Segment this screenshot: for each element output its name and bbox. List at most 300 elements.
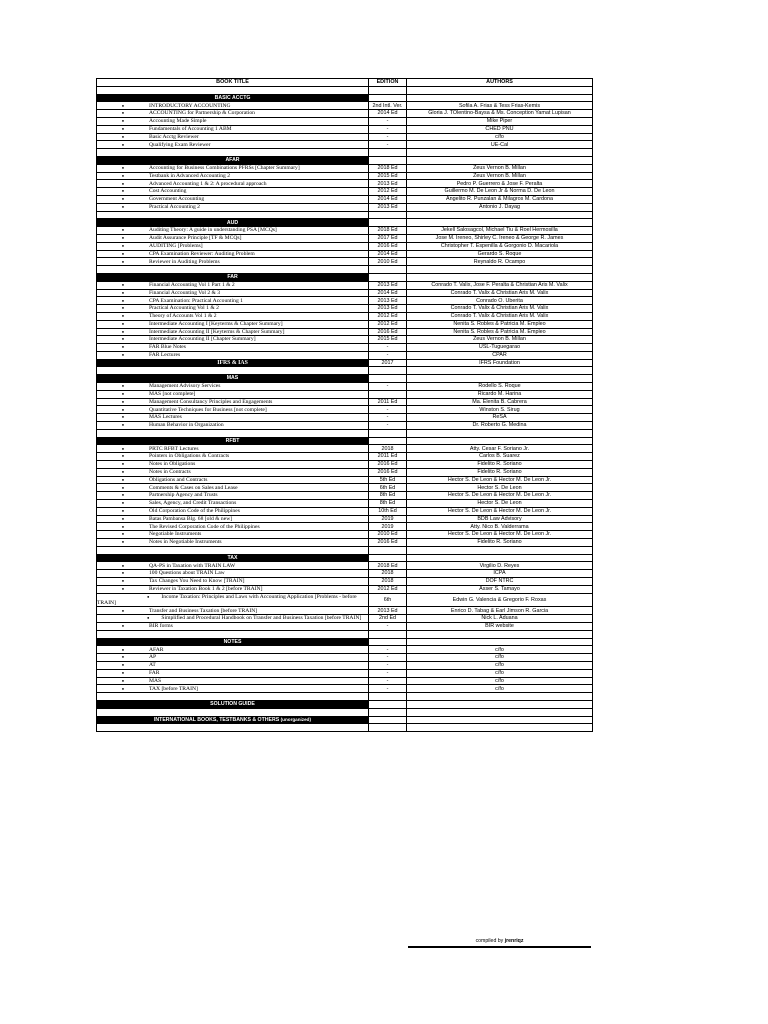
edition-cell: 2nd Ed (369, 615, 407, 623)
book-title-cell (97, 623, 369, 631)
book-row (97, 383, 593, 391)
edition-cell: 2014 Ed (369, 289, 407, 297)
empty-cell (407, 211, 593, 219)
edition-cell: 8th Ed (369, 492, 407, 500)
book-title: Government Accounting (149, 196, 205, 203)
empty-cell (97, 86, 369, 94)
empty-cell (407, 638, 593, 646)
spacer-row (97, 266, 593, 274)
authors-cell: Fidelito R. Soriano (407, 539, 593, 547)
book-title-cell (97, 328, 369, 336)
empty-cell (407, 266, 593, 274)
authors-cell: c/fo (407, 646, 593, 654)
book-title: Reviewer in Auditing Problems (149, 258, 220, 265)
book-title-cell (97, 305, 369, 313)
book-title: Testbank in Advanced Accounting 2 (149, 172, 231, 179)
authors-cell: Zeus Vernon B. Millan (407, 172, 593, 180)
book-title: MAS Lectures (149, 414, 182, 421)
spacer-row (97, 630, 593, 638)
authors-cell: Conrado T. Valix, Jose F. Peralta & Christian Aris M. Valix (407, 281, 593, 289)
book-row (97, 669, 593, 677)
book-title: Practical Accounting Vol 1 & 2 (149, 305, 219, 312)
book-title-cell (97, 320, 369, 328)
book-title: Audit Assurance Principle [TF & MCQs] (149, 235, 242, 242)
empty-cell (97, 630, 369, 638)
book-row (97, 414, 593, 422)
authors-cell: Angelito R. Punzalan & Milagros M. Cardona (407, 195, 593, 203)
edition-cell: - (369, 406, 407, 414)
bullet-icon: ● (121, 258, 125, 264)
bullet-icon: ● (121, 141, 125, 147)
compiled-by-credit (408, 938, 591, 944)
empty-cell (369, 429, 407, 437)
bullet-icon: ● (121, 492, 125, 498)
bullet-icon: ● (121, 164, 125, 170)
authors-cell: Gerardo S. Roque (407, 250, 593, 258)
bullet-icon: ● (121, 196, 125, 202)
section-header-row (97, 554, 593, 562)
section-title (97, 156, 369, 164)
book-title-cell (97, 188, 369, 196)
book-title-cell (97, 344, 369, 352)
authors-cell: Antonio J. Dayag (407, 203, 593, 211)
authors-cell: Nenita S. Robles & Patricia M. Empleo (407, 320, 593, 328)
authors-cell: Zeus Vernon B. Millan (407, 164, 593, 172)
edition-cell: 5th Ed (369, 476, 407, 484)
book-title-cell (97, 476, 369, 484)
empty-cell (369, 724, 407, 732)
edition-cell: - (369, 344, 407, 352)
book-title: Intermediate Accounting II [Chapter Summary] (149, 336, 256, 343)
bullet-icon: ● (121, 203, 125, 209)
empty-cell (407, 273, 593, 281)
book-row (97, 164, 593, 172)
authors-cell: Mike Piper (407, 117, 593, 125)
edition-cell: 2011 Ed (369, 453, 407, 461)
edition-cell: - (369, 661, 407, 669)
book-row (97, 110, 593, 118)
bullet-icon: ● (147, 593, 150, 599)
book-title: Intermediate Accounting II [Keyterms & Chapter Summary] (149, 328, 285, 335)
book-title: Sales, Agency, and Credit Transactions (149, 500, 237, 507)
book-title: Auditing Theory: A guide in understanding PSA [MCQs] (149, 227, 277, 234)
edition-cell: 2nd Intl. Ver. (369, 102, 407, 110)
book-row (97, 234, 593, 242)
empty-cell (97, 367, 369, 375)
book-title-cell (97, 523, 369, 531)
book-title-cell (97, 180, 369, 188)
book-row (97, 593, 593, 607)
edition-cell: - (369, 654, 407, 662)
book-title: CPA Examination Reviewer: Auditing Problem (149, 250, 255, 257)
book-row (97, 390, 593, 398)
trailer-row (97, 359, 593, 367)
book-title-cell (97, 117, 369, 125)
book-title: FAR Blue Notes (149, 344, 186, 351)
empty-cell (97, 724, 369, 732)
bullet-icon: ● (121, 297, 125, 303)
book-row (97, 172, 593, 180)
bullet-icon: ● (121, 562, 125, 568)
book-title-cell (97, 102, 369, 110)
column-header-authors: AUTHORS (407, 79, 593, 87)
book-row (97, 180, 593, 188)
section-title-text: SOLUTION GUIDE (210, 701, 255, 708)
book-row (97, 117, 593, 125)
book-row (97, 125, 593, 133)
book-title: Income Taxation: Principles and Laws with Accounting Application [Problems - before TRAIN] (97, 593, 357, 606)
authors-cell: Asser S. Tamayo (407, 585, 593, 593)
edition-cell: - (369, 414, 407, 422)
authors-cell: Rodello S. Roque (407, 383, 593, 391)
empty-cell (407, 94, 593, 102)
book-title-cell (97, 685, 369, 693)
book-title: ACCOUNTING for Partnership & Corporation (149, 110, 255, 117)
column-header-edition: EDITION (369, 79, 407, 87)
bullet-icon: ● (121, 578, 125, 584)
section-title-suffix: (unorganized) (280, 716, 311, 722)
book-title-cell (97, 351, 369, 359)
signature-line (408, 946, 591, 948)
book-title: Notes in Contracts (149, 469, 191, 476)
empty-cell (97, 149, 369, 157)
book-title-cell (97, 461, 369, 469)
bullet-icon: ● (121, 539, 125, 545)
book-row (97, 336, 593, 344)
authors-cell: Gloria J. TOlentino-Baysa & Ms. Conception Yamat Lupisan (407, 110, 593, 118)
authors-cell: Christopher T. Espenilla & Gorgonio D. Macariola (407, 242, 593, 250)
edition-cell: 10th Ed (369, 507, 407, 515)
book-title-cell (97, 646, 369, 654)
empty-cell (369, 86, 407, 94)
bullet-icon: ● (121, 469, 125, 475)
empty-cell (407, 630, 593, 638)
edition-cell: - (369, 117, 407, 125)
bullet-icon: ● (121, 585, 125, 591)
authors-cell: c/fo (407, 677, 593, 685)
bullet-icon: ● (121, 685, 125, 691)
section-header-row (97, 716, 593, 724)
bullet-icon: ● (121, 133, 125, 139)
book-row (97, 562, 593, 570)
section-header-row (97, 375, 593, 383)
edition-cell: - (369, 133, 407, 141)
bullet-icon: ● (121, 289, 125, 295)
empty-cell (407, 156, 593, 164)
authors-cell: Hector S. De Leon & Hector M. De Leon Jr. (407, 492, 593, 500)
book-title-cell (97, 562, 369, 570)
book-title-cell (97, 484, 369, 492)
authors-cell: Hector S. De Leon & Hector M. De Leon Jr. (407, 507, 593, 515)
bullet-icon: ● (121, 336, 125, 342)
book-title: Batas Pambansa Blg. 68 [old & new] (149, 515, 233, 522)
edition-cell: 2014 Ed (369, 110, 407, 118)
bullet-icon: ● (121, 422, 125, 428)
edition-cell: 2018 (369, 578, 407, 586)
book-title-cell (97, 414, 369, 422)
edition-cell: 2011 Ed (369, 398, 407, 406)
authors-cell: Jekell Salosagcol, Michael Tiu & Roel Hermosilla (407, 227, 593, 235)
edition-cell: 2016 Ed (369, 461, 407, 469)
empty-cell (369, 94, 407, 102)
book-title: Theory of Accounts Vol 1 & 2 (149, 313, 217, 320)
authors-cell: Zeus Vernon B. Millan (407, 336, 593, 344)
bullet-icon: ● (121, 623, 125, 629)
authors-cell: BIR website (407, 623, 593, 631)
spacer-row (97, 693, 593, 701)
book-row (97, 515, 593, 523)
book-title: Notes in Negotiable Instruments (149, 539, 222, 546)
bullet-icon: ● (121, 281, 125, 287)
book-title-cell (97, 607, 369, 615)
book-title: CPA Examination: Practical Accounting 1 (149, 297, 243, 304)
edition-cell: 2015 Ed (369, 172, 407, 180)
bullet-icon: ● (121, 531, 125, 537)
book-title-cell (97, 531, 369, 539)
book-title: Accounting for Business Combinations PFRSs [Chapter Summary] (149, 164, 300, 171)
edition-cell: - (369, 422, 407, 430)
book-row (97, 570, 593, 578)
book-title-cell (97, 125, 369, 133)
section-title (97, 94, 369, 102)
bullet-icon: ● (121, 669, 125, 675)
authors-cell: UE-Cal (407, 141, 593, 149)
book-title-cell (97, 250, 369, 258)
spacer-row (97, 708, 593, 716)
section-title (97, 638, 369, 646)
spacer-row (97, 367, 593, 375)
book-row (97, 141, 593, 149)
book-row (97, 242, 593, 250)
section-title-text: FAR (227, 274, 238, 281)
book-title: Accounting Made Simple (149, 118, 207, 125)
header-row (97, 79, 593, 87)
edition-cell: 2015 Ed (369, 336, 407, 344)
book-title: QA-PS in Taxation with TRAIN LAW (149, 562, 236, 569)
book-title-cell (97, 585, 369, 593)
book-row (97, 328, 593, 336)
empty-cell (407, 708, 593, 716)
bullet-icon: ● (121, 172, 125, 178)
book-row (97, 133, 593, 141)
book-title: AUDITING [Problems] (149, 242, 203, 249)
edition-cell: - (369, 685, 407, 693)
empty-cell (369, 273, 407, 281)
authors-cell: ReSA (407, 414, 593, 422)
edition-cell: 2018 Ed (369, 164, 407, 172)
edition-cell: 2012 Ed (369, 320, 407, 328)
authors-cell: Conrado T. Valix & Christian Aris M. Valix (407, 305, 593, 313)
book-title-cell (97, 242, 369, 250)
book-title-cell (97, 281, 369, 289)
book-title: MAS (149, 677, 162, 684)
book-title: Qualifying Exam Reviewer (149, 141, 211, 148)
bullet-icon: ● (121, 180, 125, 186)
bullet-icon: ● (121, 118, 125, 124)
book-row (97, 461, 593, 469)
authors-cell: Reynaldo R. Ocampo (407, 258, 593, 266)
book-row (97, 500, 593, 508)
edition-cell: 2018 Ed (369, 227, 407, 235)
empty-cell (407, 375, 593, 383)
column-header-title: BOOK TITLE (97, 79, 369, 87)
book-title: Old Corporation Code of the Philippines (149, 508, 240, 515)
book-title: Tax Changes You Need to Know [TRAIN] (149, 578, 245, 585)
edition-cell: 6th Ed (369, 484, 407, 492)
bullet-icon: ● (121, 227, 125, 233)
edition-cell: - (369, 351, 407, 359)
section-title-text: RFBT (225, 437, 240, 444)
bullet-icon: ● (121, 383, 125, 389)
trailer-title: IFRS & IAS (97, 359, 369, 367)
book-row (97, 661, 593, 669)
empty-cell (369, 211, 407, 219)
section-title (97, 219, 369, 227)
empty-cell (407, 219, 593, 227)
book-title: Cost Accounting (149, 188, 187, 195)
edition-cell: 2019 (369, 523, 407, 531)
section-title-text: AUD (226, 219, 239, 226)
section-title-text: BASIC ACCTG (214, 94, 251, 101)
book-title-cell (97, 406, 369, 414)
book-title: PRTC RFBT Lectures (149, 445, 199, 452)
section-title-text: AFAR (225, 157, 240, 164)
bullet-icon: ● (121, 328, 125, 334)
book-title: AP (149, 654, 157, 661)
book-title-cell (97, 390, 369, 398)
authors-cell: c/fo (407, 654, 593, 662)
spacer-row (97, 211, 593, 219)
book-title-cell (97, 468, 369, 476)
empty-cell (369, 716, 407, 724)
empty-cell (369, 266, 407, 274)
authors-cell: Hector S. De Leon (407, 484, 593, 492)
authors-cell: Ricardo M. Harina (407, 390, 593, 398)
book-title: Human Behavior in Organization (149, 422, 224, 429)
authors-cell: CHED PNU (407, 125, 593, 133)
authors-cell: Dr. Roberto G. Medina (407, 422, 593, 430)
book-title-cell (97, 500, 369, 508)
edition-cell: 2019 (369, 515, 407, 523)
book-row (97, 305, 593, 313)
bullet-icon: ● (121, 414, 125, 420)
book-title-cell (97, 312, 369, 320)
section-header-row (97, 273, 593, 281)
empty-cell (407, 724, 593, 732)
bullet-icon: ● (121, 305, 125, 311)
empty-cell (369, 638, 407, 646)
book-row (97, 398, 593, 406)
empty-cell (369, 219, 407, 227)
book-title-cell (97, 515, 369, 523)
section-title-text: TAX (227, 554, 238, 561)
edition-cell: 2017 (369, 359, 407, 367)
edition-cell: 2016 Ed (369, 539, 407, 547)
spacer-row (97, 86, 593, 94)
authors-cell: Nenita S. Robles & Patricia M. Empleo (407, 328, 593, 336)
book-row (97, 281, 593, 289)
book-row (97, 507, 593, 515)
bullet-icon: ● (121, 125, 125, 131)
book-row (97, 654, 593, 662)
bullet-icon: ● (121, 508, 125, 514)
book-title-cell (97, 383, 369, 391)
edition-cell: 2010 Ed (369, 531, 407, 539)
book-title: Reviewer in Taxation Book 1 & 2 [before TRAIN] (149, 585, 263, 592)
empty-cell (97, 693, 369, 701)
book-title: Financial Accounting Vol 1 Part 1 & 2 (149, 281, 235, 288)
book-title-cell (97, 133, 369, 141)
compiled-by-author: jrenriqz (504, 938, 524, 944)
book-row (97, 523, 593, 531)
book-row (97, 539, 593, 547)
empty-cell (369, 375, 407, 383)
edition-cell: 2018 Ed (369, 562, 407, 570)
empty-cell (369, 630, 407, 638)
empty-cell (97, 546, 369, 554)
book-title: Management Advisory Services (149, 383, 221, 390)
book-title-cell (97, 336, 369, 344)
empty-cell (369, 156, 407, 164)
empty-cell (369, 437, 407, 445)
book-row (97, 203, 593, 211)
section-title-text: NOTES (223, 638, 242, 645)
book-row (97, 468, 593, 476)
book-row (97, 422, 593, 430)
empty-cell (407, 716, 593, 724)
edition-cell: 2012 Ed (369, 312, 407, 320)
book-title-cell (97, 677, 369, 685)
bullet-icon: ● (121, 344, 125, 350)
authors-cell: IFRS Foundation (407, 359, 593, 367)
book-row (97, 607, 593, 615)
edition-cell: 2016 Ed (369, 328, 407, 336)
edition-cell: 2018 (369, 445, 407, 453)
book-row (97, 615, 593, 623)
book-title-cell (97, 141, 369, 149)
book-title-cell (97, 492, 369, 500)
book-title-cell (97, 110, 369, 118)
edition-cell: 2013 Ed (369, 607, 407, 615)
section-title (97, 375, 369, 383)
authors-cell: CPAR (407, 351, 593, 359)
spacer-row (97, 149, 593, 157)
book-title: Management Consultancy Principles and Engagements (149, 398, 273, 405)
section-header-row (97, 156, 593, 164)
bullet-icon: ● (121, 662, 125, 668)
edition-cell: 2012 Ed (369, 188, 407, 196)
empty-cell (97, 211, 369, 219)
empty-cell (407, 693, 593, 701)
bullet-icon: ● (121, 461, 125, 467)
book-row (97, 646, 593, 654)
book-title: AFAR (149, 646, 164, 653)
edition-cell: 2017 Ed (369, 234, 407, 242)
empty-cell (369, 546, 407, 554)
bullet-icon: ● (121, 677, 125, 683)
authors-cell: Hector S. De Leon & Hector M. De Leon Jr. (407, 531, 593, 539)
section-title-text: INTERNATIONAL BOOKS, TESTBANKS & OTHERS (153, 716, 280, 723)
bullet-icon: ● (121, 523, 125, 529)
authors-cell: Nick L. Aduana (407, 615, 593, 623)
bullet-icon: ● (121, 484, 125, 490)
edition-cell: 6th (369, 593, 407, 607)
authors-cell: ICPA (407, 570, 593, 578)
book-row (97, 476, 593, 484)
empty-cell (407, 86, 593, 94)
section-title (97, 716, 369, 724)
book-list-table (96, 78, 593, 732)
